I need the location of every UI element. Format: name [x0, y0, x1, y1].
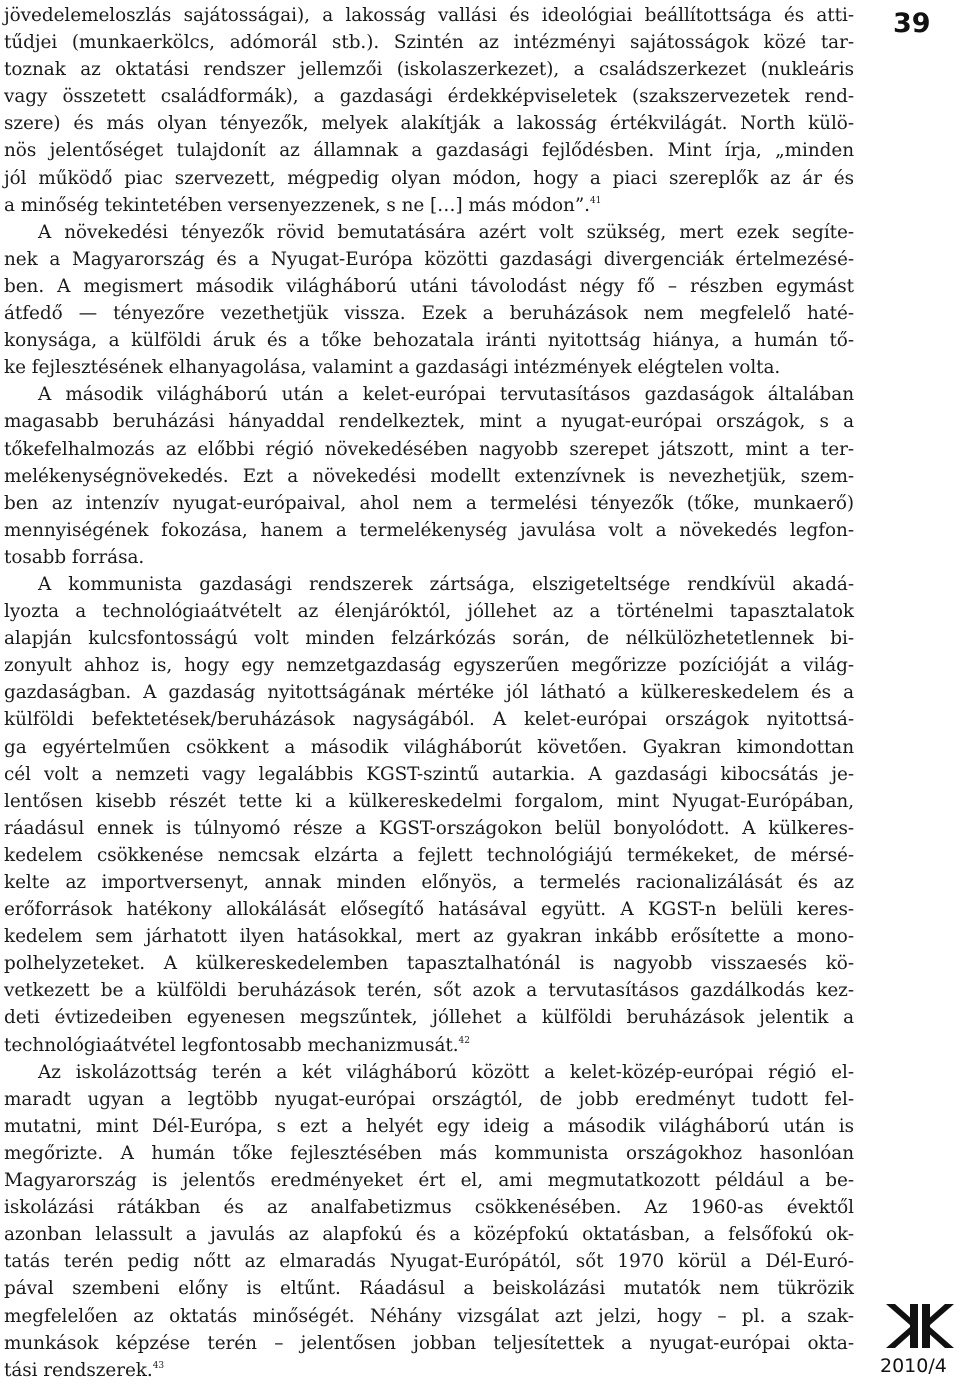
body-text	[4, 2, 854, 1384]
text-line	[4, 679, 854, 706]
text-line	[4, 463, 854, 490]
text-line	[4, 1357, 854, 1384]
text-line	[4, 1303, 854, 1330]
text-line	[4, 110, 854, 137]
text-line-content: toznak az oktatási rendszer jellemzői (iskolaszerkezet), a családszerkezet (nukleáris	[4, 59, 854, 81]
text-line-content: ben az intenzív nyugat-európaival, ahol nem a termelési tényezők (tőke, munkaerő)	[4, 492, 854, 514]
text-line	[4, 977, 854, 1004]
text-line	[4, 544, 854, 571]
text-line-content: jövedelemeloszlás sajátosságai), a lakosság vallási és ideológiai beállítottsága és atti-	[4, 5, 854, 26]
text-line	[4, 300, 854, 327]
text-line-content: lyozta a technológiaátvételt az élenjáróktól, jóllehet az a történelmi tapasztalatok	[4, 601, 854, 623]
text-line	[4, 625, 854, 652]
text-line-content: ben. A megismert második világháború utáni távolodást négy fő – részben egymást	[4, 275, 854, 297]
text-line	[4, 137, 854, 164]
page-number: 39	[893, 8, 931, 39]
text-line-content: kedelem csökkenése nemcsak elzárta a fejlett technológiájú termékeket, de mérsé-	[4, 844, 854, 866]
text-line-content: deti évtizedeiben egyenesen megszűntek, jóllehet a külföldi beruházások jelentik a	[4, 1007, 854, 1029]
text-line	[4, 1167, 854, 1194]
footnote-ref: 43	[152, 1360, 165, 1371]
text-line	[4, 950, 854, 977]
footnote-ref: 42	[458, 1035, 470, 1046]
text-line-content: alapján kulcsfontosságú volt minden felzárkózás során, de nélkülözhetetlennek bi-	[4, 628, 854, 650]
text-line-content: mennyiségének fokozása, hanem a termelékenység javulása volt a növekedés legfon-	[4, 519, 854, 541]
kk-logo-icon	[884, 1303, 956, 1349]
text-line-content: gazdaságban. A gazdaság nyitottságának mértéke jól látható a külkereskedelem és a	[4, 682, 854, 704]
text-line-content: nek a Magyarország és a Nyugat-Európa közötti gazdasági divergenciák értelmezésé-	[4, 248, 854, 270]
text-line	[4, 1004, 854, 1031]
text-line	[4, 1221, 854, 1248]
text-line	[4, 842, 854, 869]
text-line-content: átfedő — tényezőre vezethetjük vissza. Ezek a beruházások nem megfelelő haté-	[4, 303, 854, 325]
text-line	[4, 219, 854, 246]
text-line	[4, 273, 854, 300]
text-line-content: kedelem sem járhatott ilyen hatásokkal, mert az gyakran inkább erősítette a mono-	[4, 926, 854, 948]
text-line	[4, 652, 854, 679]
text-line	[4, 490, 854, 517]
text-line-content: vagy összetett családformák), a gazdasági érdekképviseletek (szakszervezetek rend-	[4, 86, 854, 108]
text-line-content: technológiaátvétel legfontosabb mechanizmusát.	[4, 1034, 459, 1056]
text-line	[4, 598, 854, 625]
text-line-content: tási rendszerek.	[4, 1359, 153, 1381]
text-line	[4, 1059, 854, 1086]
text-line-content: külföldi befektetések/beruházások nagyságából. A kelet-európai országok nyitottsá-	[4, 709, 854, 731]
text-line	[4, 165, 854, 192]
text-line-content: munkások képzése terén – jelentősen jobban teljesítettek a nyugat-európai okta-	[4, 1332, 854, 1354]
text-line	[4, 436, 854, 463]
text-line	[4, 1140, 854, 1167]
text-line	[4, 1032, 854, 1059]
text-line	[4, 706, 854, 733]
text-line-content: cél volt a nemzeti vagy legalábbis KGST-szintű autarkia. A gazdasági kibocsátás je-	[4, 763, 854, 785]
text-line	[4, 83, 854, 110]
text-line-content: ke fejlesztésének elhanyagolása, valamint a gazdasági intézmények elégtelen volta.	[4, 357, 781, 379]
text-line	[4, 1275, 854, 1302]
text-line-content: Az iskolázottság terén a két világháború között a kelet-közép-európai régió el-	[38, 1061, 854, 1083]
text-line	[4, 1330, 854, 1357]
text-line-content: A második világháború után a kelet-európai tervutasításos gazdaságok általában	[38, 384, 854, 406]
text-line	[4, 1113, 854, 1140]
text-line-content: szere) és más olyan tényezők, melyek alakítják a lakosság értékvilágát. North külö-	[4, 113, 854, 135]
text-line	[4, 923, 854, 950]
text-line-content: a minőség tekintetében versenyezzenek, s ne […] más módon”.	[4, 194, 590, 216]
text-line-content: magasabb beruházási hányaddal rendelkeztek, mint a nyugat-európai országok, s a	[4, 411, 854, 433]
text-line-content: tosabb forrása.	[4, 546, 145, 568]
text-line-content: maradt ugyan a legtöbb nyugat-európai országtól, de jobb eredményt tudott fel-	[4, 1088, 854, 1110]
text-line-content: zonyult ahhoz is, hogy egy nemzetgazdaság egyszerűen megőrizze pozícióját a világ-	[4, 655, 854, 677]
text-line	[4, 29, 854, 56]
text-line	[4, 869, 854, 896]
text-line-content: erőforrások hatékony allokálását elősegítő hatásával együtt. A KGST-n belüli keres-	[4, 899, 854, 921]
text-line	[4, 896, 854, 923]
text-line	[4, 354, 854, 381]
text-line-content: A kommunista gazdasági rendszerek zártsága, elszigeteltsége rendkívül akadá-	[38, 573, 854, 595]
text-line-content: tatás terén pedig nőtt az elmaradás Nyugat-Európától, sőt 1970 körül a Dél-Euró-	[4, 1251, 854, 1273]
text-line	[4, 381, 854, 408]
text-line-content: pával szembeni előny is eltűnt. Ráadásul a beiskolázási mutatók nem tükrözik	[4, 1278, 854, 1300]
text-line	[4, 1248, 854, 1275]
text-line-content: azonban lelassult a javulás az alapfokú és a középfokú oktatásban, a felsőfokú ok-	[4, 1224, 854, 1246]
text-line	[4, 1194, 854, 1221]
text-line-content: jól működő piac szervezett, mégpedig olyan módon, hogy a piaci szereplők az ár és	[4, 167, 854, 189]
text-line-content: lentősen kisebb részét tette ki a külkereskedelmi forgalom, mint Nyugat-Európában,	[4, 790, 854, 812]
text-line-content: nös jelentőséget tulajdonít az államnak a gazdasági fejlődésben. Mint írja, „minden	[4, 140, 854, 162]
text-line-content: melékenységnövekedés. Ezt a növekedési modellt extenzívnek is nevezhetjük, szem-	[4, 465, 854, 487]
issue-number: 2010/4	[880, 1355, 947, 1377]
text-line-content: tűdjei (munkaerkölcs, adómorál stb.). Szintén az intézményi sajátosságok közé tar-	[4, 32, 854, 54]
text-line	[4, 1086, 854, 1113]
text-line	[4, 327, 854, 354]
text-line	[4, 246, 854, 273]
text-line-content: tőkefelhalmozás az előbbi régió növekedésében nagyobb szerepet játszott, mint a ter-	[4, 438, 854, 460]
text-line	[4, 815, 854, 842]
text-line-content: megőrizte. A humán tőke fejlesztésében más kommunista országokhoz hasonlóan	[4, 1142, 854, 1164]
text-line	[4, 56, 854, 83]
text-line	[4, 2, 854, 29]
text-line	[4, 788, 854, 815]
text-line-content: iskolázási rátákban és az analfabetizmus csökkenésében. Az 1960-as évektől	[4, 1197, 854, 1219]
text-line-content: ráadásul ennek is túlnyomó része a KGST-országokon belül bonyolódott. A külkeres-	[4, 817, 854, 839]
text-line-content: konysága, a külföldi áruk és a tőke behozatala iránti nyitottság hiánya, a humán tő-	[4, 330, 854, 352]
text-line	[4, 571, 854, 598]
text-line	[4, 517, 854, 544]
text-line-content: Magyarország is jelentős eredményeket ért el, ami megmutatkozott például a be-	[4, 1170, 854, 1192]
text-line	[4, 734, 854, 761]
text-line-content: ga egyértelműen csökkent a második világháborút követően. Gyakran kimondottan	[4, 736, 854, 758]
text-line-content: vetkezett be a külföldi beruházások terén, sőt azok a tervutasításos gazdálkodás kez-	[4, 980, 854, 1002]
text-line-content: kelte az importversenyt, annak minden előnyös, a termelés racionalizálását és az	[4, 872, 854, 893]
text-line-content: A növekedési tényezők rövid bemutatására azért volt szükség, mert ezek segíte-	[38, 221, 854, 243]
footnote-ref: 41	[589, 195, 602, 206]
text-line	[4, 408, 854, 435]
text-line	[4, 192, 854, 219]
text-line	[4, 761, 854, 788]
text-line-content: mutatni, mint Dél-Európa, s ezt a helyét egy ideig a második világháború után is	[4, 1115, 854, 1137]
text-line-content: polhelyzeteket. A külkereskedelemben tapasztalhatónál is nagyobb visszaesés kö-	[4, 953, 854, 975]
text-line-content: megfelelően az oktatás minőségét. Néhány vizsgálat azt jelzi, hogy – pl. a szak-	[4, 1305, 854, 1327]
